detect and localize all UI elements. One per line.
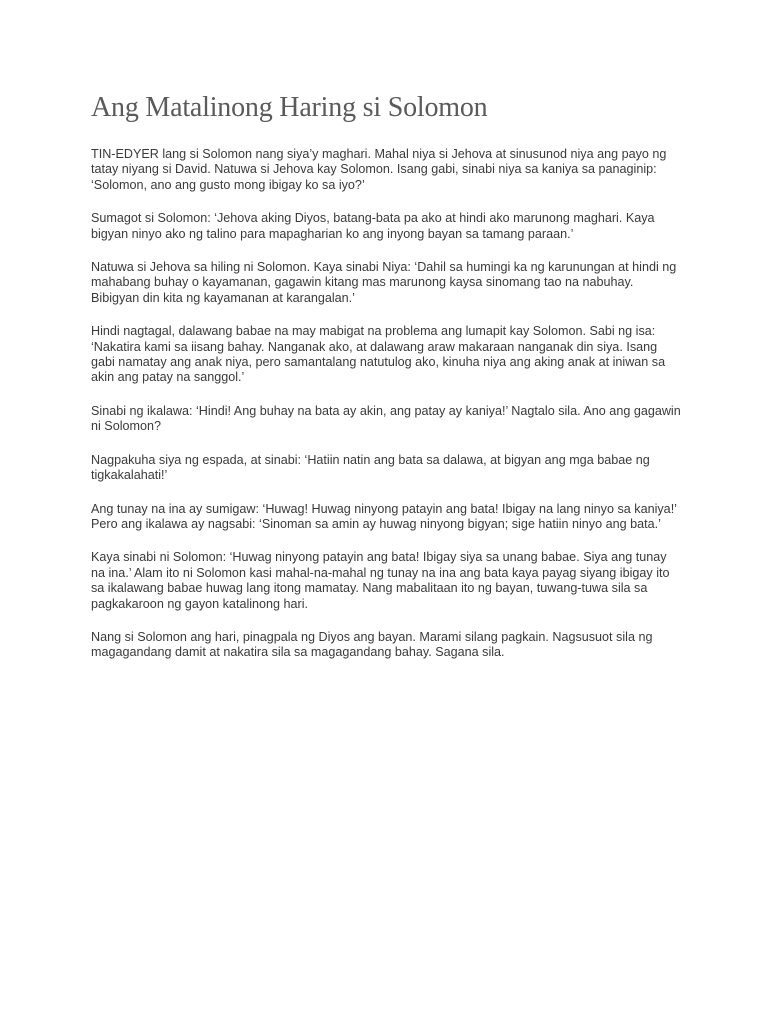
paragraph-9: Nang si Solomon ang hari, pinagpala ng Diyos ang bayan. Marami silang pagkain. Nagsusuot sila ng magagandang damit at nakatira sila sa magagandang bahay. Sagana sila. xyxy=(91,629,653,660)
paragraph-1: TIN-EDYER lang si Solomon nang siya’y maghari. Mahal niya si Jehova at sinusunod niya ang payo ng tatay niyang si David. Natuwa si Jehova kay Solomon. Isang gabi, sinabi niya sa kaniya sa panaginip: ‘Solomon, ano ang gusto mong ibigay ko sa iyo?’ xyxy=(91,147,667,192)
paragraph-7: Ang tunay na ina ay sumigaw: ‘Huwag! Huwag ninyong patayin ang bata! Ibigay na lang ninyo sa kaniya!’ Pero ang ikalawa ay nagsabi: ‘Sinoman sa amin ay huwag ninyong bigyan; sige hatiin ninyo ang bata.’ xyxy=(91,501,677,531)
document-page xyxy=(91,90,681,679)
paragraph-2: Sumagot si Solomon: ‘Jehova aking Diyos, batang-bata pa ako at hindi ako marunong maghari. Kaya bigyan ninyo ako ng talino para mapagharian ko ang inyong bayan sa tamang paraan.’ xyxy=(91,211,655,241)
paragraph-4: Hindi nagtagal, dalawang babae na may mabigat na problema ang lumapit kay Solomon. Sabi ng isa: ‘Nakatira kami sa iisang bahay. Nanganak ako, at dalawang araw makaraan nanganak din siya. Isang gabi namatay ang anak niya, pero samantalang natutulog ako, kinuha niya ang aking anak at iniwan sa akin ang patay na sanggol.’ xyxy=(91,324,666,385)
paragraph-5: Sinabi ng ikalawa: ‘Hindi! Ang buhay na bata ay akin, ang patay ay kaniya!’ Nagtalo sila. Ano ang gagawin ni Solomon? xyxy=(91,403,681,434)
paragraph-8: Kaya sinabi ni Solomon: ‘Huwag ninyong patayin ang bata! Ibigay siya sa unang babae. Siya ang tunay na ina.’ Alam ito ni Solomon kasi mahal-na-mahal ng tunay na ina ang bata kaya payag siyang ibigay ito sa ikalawang babae huwag lang itong mamatay. Nang mabalitaan ito ng bayan, tuwang-tuwa sila sa pagkakaroon ng gayon katalinong hari. xyxy=(91,550,670,611)
paragraph-6: Nagpakuha siya ng espada, at sinabi: ‘Hatiin natin ang bata sa dalawa, at bigyan ang mga babae ng tigkakalahati!’ xyxy=(91,452,650,483)
paragraph-3: Natuwa si Jehova sa hiling ni Solomon. Kaya sinabi Niya: ‘Dahil sa humingi ka ng karunungan at hindi ng mahabang buhay o kayamanan, gagawin kitang mas marunong kaysa sinomang tao na nabuhay. Bibigyan din kita ng kayamanan at karangalan.’ xyxy=(91,260,677,305)
document-title: Ang Matalinong Haring si Solomon xyxy=(91,92,488,123)
